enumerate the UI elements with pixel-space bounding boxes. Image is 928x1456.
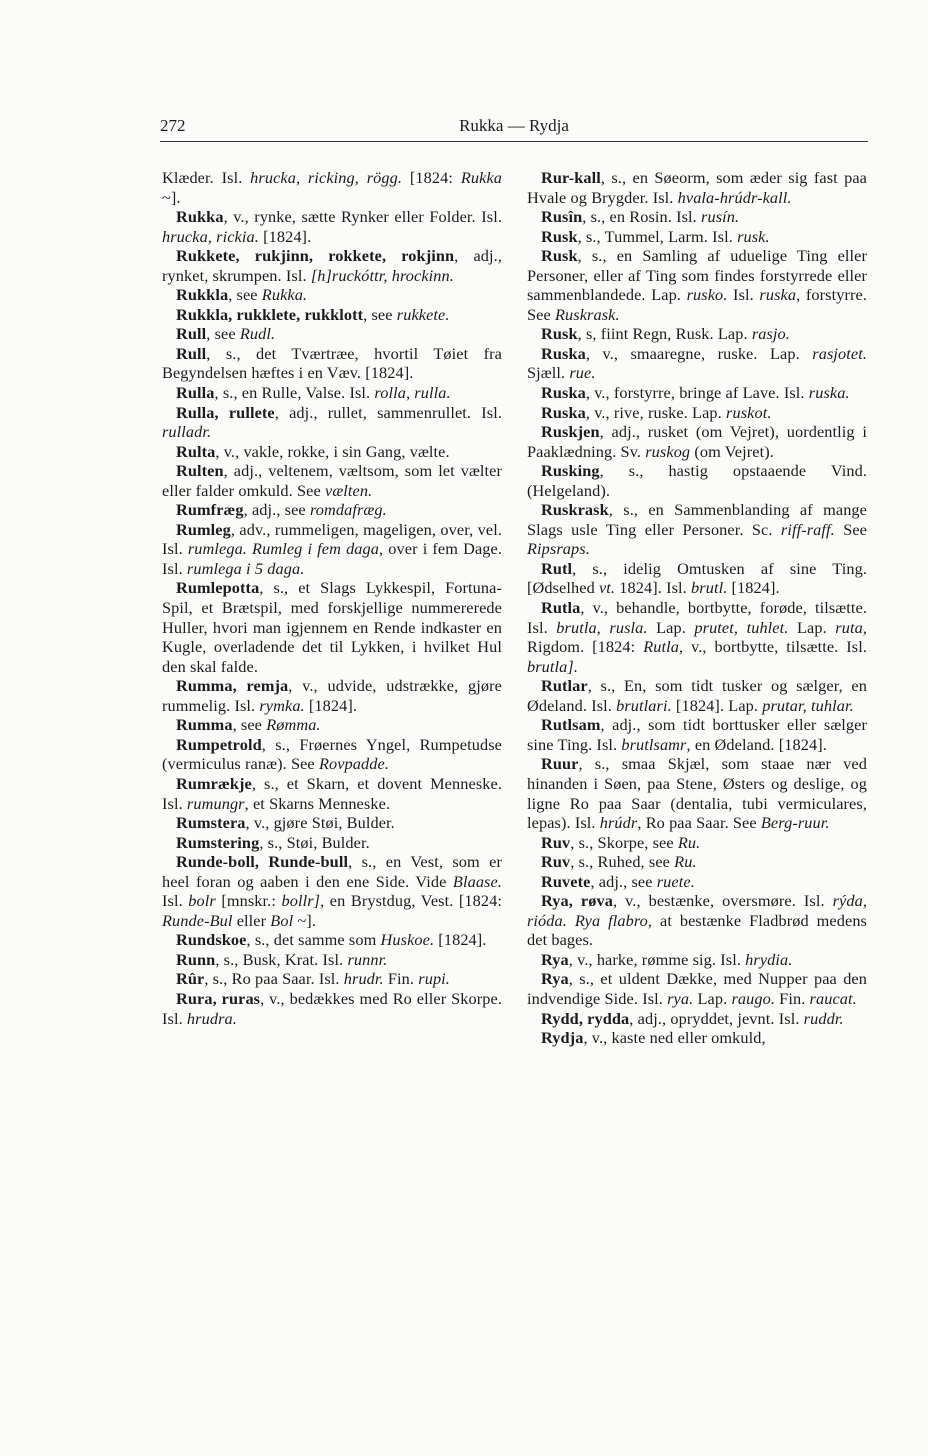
entry-text: , v., gjøre Støi, Bulder.	[245, 813, 395, 833]
dictionary-entry	[527, 950, 867, 970]
italic-text: brutl.	[691, 578, 728, 598]
italic-text: brutlsamr	[621, 734, 687, 754]
dictionary-entry	[162, 774, 502, 813]
entry-text: , en Ødeland. [1824].	[686, 734, 827, 754]
entry-text: , s., Frøernes Yngel, Rumpetudse (vermiculus ranæ). See	[162, 734, 502, 774]
italic-text: ruskog	[645, 441, 691, 461]
dictionary-entry	[162, 324, 502, 344]
headword: Ruska	[541, 402, 586, 422]
dictionary-entry	[162, 168, 502, 207]
headword: Rusk	[541, 324, 578, 344]
entry-text: , v., kaste ned eller omkuld,	[583, 1028, 766, 1048]
entry-text: , s., idelig Omtusken af sine Ting. [Ødselhed	[527, 558, 867, 598]
entry-text: , v., behandle, bortbytte, forøde, tilsætte. Isl.	[527, 598, 867, 637]
italic-text: Ruskrask.	[554, 304, 620, 324]
italic-text: hvala-hrúdr-kall.	[677, 187, 792, 207]
headword: Ruskrask	[541, 500, 609, 520]
entry-text: [1824].	[434, 930, 487, 950]
entry-text: , s., en Samling af uduelige Ting eller Personer, eller af Ting som findes forstyrrede eller sammenblandede. Lap.	[527, 246, 867, 305]
dictionary-entry	[162, 383, 502, 403]
dictionary-entry	[162, 930, 502, 950]
entry-text: [1824:	[402, 168, 461, 187]
dictionary-entry	[162, 403, 502, 442]
dictionary-entry	[527, 383, 867, 403]
entry-text: Fin.	[383, 969, 419, 989]
entry-text: , s., Ruhed, see	[570, 852, 675, 872]
headword: Rukkla	[176, 285, 229, 305]
headword: Ruv	[541, 832, 571, 852]
headword: Rull	[176, 343, 207, 363]
italic-text: Rudl.	[239, 324, 276, 344]
entry-text: , v., rynke, sætte Rynker eller Folder. Isl.	[223, 207, 502, 227]
entry-text: , v., smaaregne, ruske. Lap.	[585, 343, 813, 363]
headword: Rulta	[176, 441, 216, 461]
dictionary-entry	[162, 461, 502, 500]
italic-text: bolr	[188, 891, 216, 911]
headword: Rulla	[176, 383, 215, 403]
headword: Rutlsam	[541, 715, 601, 735]
entry-text: , v., forstyrre, bringe af Lave. Isl.	[585, 383, 809, 403]
entry-text: , s., Skorpe, see	[570, 832, 678, 852]
entry-text: , adj., rynket, skrumpen. Isl.	[162, 246, 502, 285]
page-number: 272	[160, 116, 186, 135]
dictionary-entry	[527, 246, 867, 324]
dictionary-entry	[527, 833, 867, 853]
italic-text: brutla, rusla.	[556, 617, 648, 637]
right-column	[527, 168, 867, 1048]
italic-text: ruskot.	[726, 402, 772, 422]
headword: Rya	[541, 949, 569, 969]
italic-text: hrúdr	[599, 813, 638, 833]
dictionary-entry	[162, 735, 502, 774]
headword: Rumfræg	[176, 500, 244, 520]
italic-text: brutla].	[527, 656, 579, 676]
entry-text: , s., det samme som	[246, 930, 381, 950]
italic-text: bollr],	[281, 891, 325, 911]
entry-text: , s., Støi, Bulder.	[259, 832, 370, 852]
entry-text: , adv., rummeligen, mageligen, over, vel. Isl.	[162, 519, 502, 559]
italic-text: ruska.	[808, 383, 850, 403]
headword: Rumpetrold	[176, 734, 262, 754]
entry-text: Sjæll.	[527, 363, 570, 383]
italic-text: hrudra.	[186, 1008, 237, 1028]
left-column	[162, 168, 502, 1028]
headword: Rya, røva	[541, 891, 613, 911]
headword: Rydja	[541, 1028, 584, 1048]
italic-text: [h]ruckóttr, hrockinn.	[310, 265, 454, 285]
dictionary-entry	[527, 227, 867, 247]
entry-text: , v., bortbytte, tilsætte. Isl.	[678, 637, 867, 657]
entry-text: See	[834, 519, 868, 539]
entry-text: [1824].	[727, 578, 780, 598]
entry-text: eller	[232, 910, 271, 930]
entry-text: , v., harke, rømme sig. Isl.	[568, 949, 746, 969]
headword: Rya	[541, 969, 569, 989]
dictionary-entry	[162, 344, 502, 383]
italic-text: prutar, tuhlar.	[762, 695, 854, 715]
headword: Rûr	[176, 969, 205, 989]
running-head: Rukka — Rydja	[459, 116, 569, 135]
italic-text: riff-raff.	[780, 519, 835, 539]
italic-text: brutlari.	[616, 695, 672, 715]
headword: Rur-kall	[541, 168, 601, 187]
headword: Rusîn	[541, 207, 583, 227]
entry-text: en Brystdug, Vest. [1824:	[324, 891, 503, 911]
dictionary-entry	[527, 852, 867, 872]
dictionary-entry	[162, 833, 502, 853]
headword: Runde-boll, Runde-bull	[176, 852, 349, 872]
italic-text: Rømma.	[266, 715, 321, 735]
entry-text: , v., udvide, udstrække, gjøre rummelig. Isl.	[162, 676, 502, 715]
entry-text: Klæder. Isl.	[162, 168, 251, 187]
entry-text: , adj., see	[590, 871, 657, 891]
italic-text: Rovpadde.	[318, 754, 390, 774]
entry-text: Fin.	[775, 988, 810, 1008]
italic-text: Berg-ruur.	[760, 813, 830, 833]
headword: Ruskjen	[541, 422, 600, 442]
italic-text: ruddr.	[803, 1008, 844, 1028]
italic-text: Huskoe.	[380, 930, 435, 950]
italic-text: rukkete.	[396, 304, 450, 324]
dictionary-entry	[162, 520, 502, 579]
entry-text: Isl.	[162, 891, 189, 911]
entry-text: , adj., rullet, sammenrullet. Isl.	[274, 402, 502, 422]
entry-text: [mnskr.:	[215, 891, 282, 911]
dictionary-entry	[162, 813, 502, 833]
italic-text: rasjo.	[751, 324, 790, 344]
headword: Rutl	[541, 558, 573, 578]
headword: Ruska	[541, 343, 586, 363]
italic-text: Blaase.	[452, 871, 502, 891]
entry-text: , Ro paa Saar. See	[637, 813, 761, 833]
headword: Rusking	[541, 461, 600, 481]
headword: Rulla, rullete	[176, 402, 275, 422]
italic-text: Rukka.	[261, 285, 308, 305]
italic-text: rusín.	[701, 207, 740, 227]
entry-text: , adj., som tidt borttusker eller sælger sine Ting. Isl.	[527, 715, 867, 754]
entry-text: , s., En, som tidt tusker og sælger, en Ødeland. Isl.	[527, 676, 867, 715]
italic-text: runnr.	[347, 949, 388, 969]
italic-text: hrudr.	[343, 969, 384, 989]
entry-text: [1824]. Lap.	[671, 695, 763, 715]
headword: Rutla	[541, 598, 581, 618]
dictionary-entry	[162, 852, 502, 930]
dictionary-entry	[527, 1028, 867, 1048]
entry-text: , s., Busk, Krat. Isl.	[215, 949, 348, 969]
italic-text: Rukka	[460, 168, 503, 187]
italic-text: ruska	[759, 285, 797, 305]
dictionary-entry	[527, 422, 867, 461]
headword: Rukkla, rukklete, rukklott	[176, 304, 364, 324]
entry-text: Isl.	[727, 285, 760, 305]
headword: Ruska	[541, 383, 586, 403]
headword: Rumstera	[176, 813, 246, 833]
headword: Rukka	[176, 207, 224, 227]
italic-text: Runde-Bul	[162, 910, 233, 930]
entry-text: , s., hastig opstaaende Vind. (Helgeland).	[527, 461, 867, 500]
entry-text: , s., det Tværtræe, hvortil Tøiet fra Begyndelsen hæftes i en Væv. [1824].	[162, 343, 502, 383]
headword: Rura, ruras	[176, 988, 261, 1008]
headword: Runn	[176, 949, 216, 969]
header-rule	[160, 141, 868, 142]
entry-text: Lap.	[647, 617, 695, 637]
headword: Rusk	[541, 226, 578, 246]
italic-text: ruete.	[656, 871, 695, 891]
dictionary-entry	[527, 324, 867, 344]
italic-text: rya.	[667, 988, 694, 1008]
headword: Rusk	[541, 246, 578, 266]
italic-text: rumungr	[186, 793, 245, 813]
entry-text: , v., bestænke, oversmøre. Isl.	[612, 891, 833, 911]
italic-text: rasjotet.	[812, 343, 867, 363]
dictionary-entry	[527, 168, 867, 207]
dictionary-entry	[162, 676, 502, 715]
entry-text: 1824]. Isl.	[615, 578, 692, 598]
headword: Ruv	[541, 852, 571, 872]
italic-text: rumlega i 5 daga.	[186, 558, 305, 578]
entry-text: , Rigdom. [1824:	[527, 617, 867, 657]
dictionary-entry	[162, 950, 502, 970]
headword: Rumlepotta	[176, 578, 260, 598]
dictionary-entry	[162, 246, 502, 285]
dictionary-entry	[162, 442, 502, 462]
entry-text: [1824].	[258, 226, 312, 246]
dictionary-entry	[162, 305, 502, 325]
entry-text: ~].	[162, 187, 181, 207]
entry-text: , forstyrre. See	[527, 285, 868, 324]
italic-text: rulladr.	[162, 422, 212, 442]
dictionary-entry	[527, 500, 867, 559]
italic-text: rolla, rulla.	[374, 383, 451, 403]
entry-text: ~].	[293, 910, 316, 930]
entry-text: , s., et uldent Dække, med Nupper paa den indvendige Side. Isl.	[527, 969, 867, 1008]
dictionary-entry	[527, 461, 867, 500]
entry-text: , s., en Vest, som er heel foran og aaben i den ene Side. Vide	[162, 852, 502, 891]
italic-text: rusk.	[737, 226, 770, 246]
dictionary-entry	[162, 578, 502, 676]
headword: Rull	[176, 324, 207, 344]
headword: Rumma	[176, 715, 233, 735]
italic-text: prutet, tuhlet.	[694, 617, 789, 637]
headword: Ruur	[541, 754, 579, 774]
italic-text: rumlega. Rumleg i fem daga	[187, 539, 380, 559]
entry-text: , over i fem Dage. Isl.	[162, 539, 503, 578]
headword: Rutlar	[541, 676, 588, 696]
entry-text: , et Skarns Menneske.	[244, 793, 391, 813]
headword: Rukkete, rukjinn, rokkete, rokjinn	[176, 246, 455, 266]
italic-text: ruta	[835, 617, 863, 637]
entry-text: , s., en Søeorm, som æder sig fast paa Hvale og Brygder. Isl.	[527, 168, 867, 207]
dictionary-entry	[527, 559, 867, 598]
dictionary-entry	[527, 969, 867, 1008]
italic-text: vælten.	[325, 480, 373, 500]
entry-text: , s., Tummel, Larm. Isl.	[577, 226, 738, 246]
dictionary-entry	[162, 969, 502, 989]
entry-text: Lap.	[788, 617, 836, 637]
entry-text: , v., bedækkes med Ro eller Skorpe. Isl.	[162, 988, 502, 1028]
italic-text: Ripsraps.	[527, 539, 590, 559]
entry-text: [1824].	[304, 695, 358, 715]
dictionary-entry	[527, 715, 867, 754]
entry-text: , see	[228, 285, 262, 305]
dictionary-entry	[527, 872, 867, 892]
italic-text: rýda, rióda. Rya flabro	[527, 891, 867, 930]
headword: Rumrækje	[176, 773, 252, 793]
italic-text: Bol	[270, 910, 294, 930]
entry-text: , see	[363, 304, 397, 324]
dictionary-entry	[162, 989, 502, 1028]
dictionary-entry	[527, 676, 867, 715]
headword: Rumma, remja	[176, 676, 289, 696]
entry-text: , s., Ro paa Saar. Isl.	[204, 969, 344, 989]
entry-text: , s., en Rulle, Valse. Isl.	[214, 383, 375, 403]
dictionary-entry	[527, 891, 867, 950]
dictionary-entry	[162, 207, 502, 246]
page-header	[160, 108, 868, 142]
dictionary-entry	[527, 403, 867, 423]
dictionary-entry	[527, 207, 867, 227]
headword: Ruvete	[541, 871, 591, 891]
italic-text: hrucka, rickia.	[162, 226, 259, 246]
italic-text: rue.	[569, 363, 596, 383]
italic-text: vt.	[598, 578, 616, 598]
italic-text: Ru.	[677, 832, 701, 852]
dictionary-entry	[527, 598, 867, 676]
entry-text: , v., vakle, rokke, i sin Gang, vælte.	[215, 441, 450, 461]
entry-text: (om Vejret).	[690, 441, 774, 461]
headword: Rundskoe	[176, 930, 247, 950]
entry-text: , v., rive, ruske. Lap.	[585, 402, 727, 422]
headword: Rumstering	[176, 832, 260, 852]
entry-text: , s., et Slags Lykkespil, Fortuna-Spil, et Brætspil, med forskjellige nummererede Huller, hvori man igjennem en Rende indkaster en Kugle, overladende det til Lykken, i hvilket Hul den skal falde.	[162, 578, 502, 676]
italic-text: rupi.	[418, 969, 450, 989]
entry-text: , s., smaa Skjæl, som staae nær ved hinanden i Søen, paa Stene, Østers og deslige, og ligne Ro paa Saar (dentalia, tubi vermiculares, lepas). Isl.	[527, 754, 867, 833]
italic-text: rusko.	[686, 285, 728, 305]
headword: Rulten	[176, 461, 224, 481]
italic-text: raucat.	[809, 988, 857, 1008]
dictionary-entry	[162, 500, 502, 520]
entry-text: , s, fiint Regn, Rusk. Lap.	[577, 324, 752, 344]
entry-text: , s., et Skarn, et dovent Menneske. Isl.	[162, 773, 502, 813]
headword: Rumleg	[176, 519, 231, 539]
entry-text: , at bestænke Fladbrød medens det bages.	[527, 910, 867, 950]
italic-text: rymka.	[259, 695, 305, 715]
entry-text: Lap.	[693, 988, 732, 1008]
entry-text: , adj., opryddet, jevnt. Isl.	[629, 1008, 804, 1028]
entry-text: , s., en Sammenblanding af mange Slags usle Ting eller Personer. Sc.	[527, 500, 867, 539]
italic-text: Rutla	[643, 637, 679, 657]
italic-text: romdafræg.	[309, 500, 387, 520]
italic-text: hrucka, ricking, rögg.	[250, 168, 403, 187]
italic-text: hrydia.	[745, 949, 793, 969]
dictionary-entry	[527, 754, 867, 832]
italic-text: raugo.	[731, 988, 776, 1008]
italic-text: Ru.	[674, 852, 697, 872]
dictionary-entry	[527, 344, 867, 383]
entry-text: , adj., see	[243, 500, 310, 520]
dictionary-entry	[527, 1009, 867, 1029]
entry-text: , s., en Rosin. Isl.	[582, 207, 702, 227]
entry-text: , adj., rusket (om Vejret), uordentlig i Paaklædning. Sv.	[527, 422, 867, 461]
dictionary-entry	[162, 715, 502, 735]
entry-text: , see	[232, 715, 267, 735]
dictionary-entry	[162, 285, 502, 305]
entry-text: , see	[206, 324, 240, 344]
entry-text: , adj., veltenem, væltsom, som let vælter eller falder omkuld. See	[162, 461, 502, 500]
headword: Rydd, rydda	[541, 1008, 630, 1028]
